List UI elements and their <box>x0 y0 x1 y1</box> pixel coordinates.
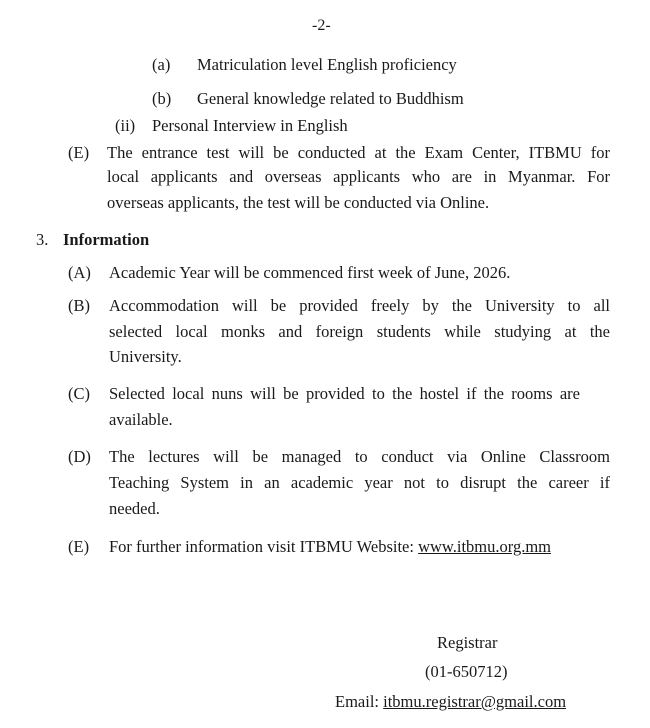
info-b-label: (B) <box>68 296 90 315</box>
info-c-line-2: available. <box>109 410 173 429</box>
info-e-text-before-link: For further information visit ITBMU Website: <box>109 537 414 556</box>
item-ii-label: (ii) <box>115 116 136 135</box>
sub-item-a-label: (a) <box>152 55 171 74</box>
page-number: -2- <box>312 17 331 34</box>
item-e-line-2: local applicants and overseas applicants who are in Myanmar. For <box>107 167 610 186</box>
item-e-label: (E) <box>68 143 90 162</box>
info-b-line-1: Accommodation will be provided freely by the University to all <box>109 296 610 315</box>
info-d-label: (D) <box>68 447 91 466</box>
website-link[interactable]: www.itbmu.org.mm <box>418 537 551 556</box>
info-c-line-1: Selected local nuns will be provided to the hostel if the rooms are <box>109 384 580 403</box>
signature-phone: (01-650712) <box>425 662 508 681</box>
section-3-title: Information <box>63 230 150 249</box>
signature-email-link[interactable]: itbmu.registrar@gmail.com <box>383 692 567 711</box>
info-b-line-2: selected local monks and foreign students while studying at the <box>109 322 610 341</box>
info-e-text <box>109 537 551 557</box>
info-b-line-3: University. <box>109 347 182 366</box>
info-a-line-1: Academic Year will be commenced first week of June, 2026. <box>109 263 511 282</box>
sub-item-b-label: (b) <box>152 89 172 108</box>
signature-email-label: Email: <box>335 692 379 711</box>
section-3-number: 3. <box>36 230 49 249</box>
info-e-label: (E) <box>68 537 90 556</box>
info-d-line-2: Teaching System in an academic year not to disrupt the career if <box>109 473 610 492</box>
sub-item-a-text: Matriculation level English proficiency <box>197 55 457 74</box>
info-a-label: (A) <box>68 263 91 282</box>
signature-email <box>335 692 566 712</box>
sub-item-b-text: General knowledge related to Buddhism <box>197 89 464 108</box>
info-d-line-3: needed. <box>109 499 160 518</box>
signature-title: Registrar <box>437 633 498 652</box>
info-d-line-1: The lectures will be managed to conduct via Online Classroom <box>109 447 610 466</box>
item-e-line-1: The entrance test will be conducted at the Exam Center, ITBMU for <box>107 143 610 162</box>
item-ii-text: Personal Interview in English <box>152 116 348 135</box>
info-c-label: (C) <box>68 384 90 403</box>
item-e-line-3: overseas applicants, the test will be conducted via Online. <box>107 193 490 212</box>
